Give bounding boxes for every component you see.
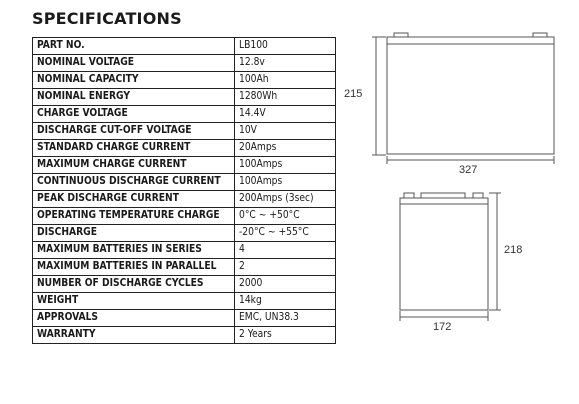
spec-value: 14kg [235,293,336,310]
spec-label: PART NO. [33,38,235,55]
front-height-label: 215 [344,88,363,100]
page-title: SPECIFICATIONS [32,9,182,28]
spec-label: NOMINAL VOLTAGE [33,55,235,72]
battery-front-view [372,33,554,164]
spec-label: PEAK DISCHARGE CURRENT [33,191,235,208]
spec-value: 14.4V [235,106,336,123]
spec-label: MAXIMUM BATTERIES IN PARALLEL [33,259,235,276]
spec-label: STANDARD CHARGE CURRENT [33,140,235,157]
spec-label: DISCHARGE CUT-OFF VOLTAGE [33,123,235,140]
battery-side-view [400,193,501,321]
battery-front-body [387,37,554,154]
spec-value: 100Amps [235,157,336,174]
spec-value: 100Ah [235,72,336,89]
spec-value: 4 [235,242,336,259]
spec-value: 0°C ~ +50°C [235,208,336,225]
spec-label: CONTINUOUS DISCHARGE CURRENT [33,174,235,191]
spec-value: 12.8v [235,55,336,72]
battery-side-terminal-left [404,193,414,198]
spec-value: 2 Years [235,327,336,344]
spec-value: 20Amps [235,140,336,157]
spec-value: 200Amps (3sec) [235,191,336,208]
spec-label: MAXIMUM BATTERIES IN SERIES [33,242,235,259]
spec-value: -20°C ~ +55°C [235,225,336,242]
spec-label: CHARGE VOLTAGE [33,106,235,123]
spec-label: NOMINAL CAPACITY [33,72,235,89]
battery-side-top-handle [421,193,465,198]
spec-label: NUMBER OF DISCHARGE CYCLES [33,276,235,293]
spec-value: EMC, UN38.3 [235,310,336,327]
spec-label: WEIGHT [33,293,235,310]
spec-label: WARRANTY [33,327,235,344]
spec-value: 2 [235,259,336,276]
battery-side-body [400,198,488,310]
battery-front-terminal-right [533,33,547,37]
spec-value: LB100 [235,38,336,55]
spec-value: 10V [235,123,336,140]
side-height-label: 218 [504,244,523,256]
spec-value: 1280Wh [235,89,336,106]
spec-label: MAXIMUM CHARGE CURRENT [33,157,235,174]
spec-label: DISCHARGE [33,225,235,242]
spec-label: APPROVALS [33,310,235,327]
spec-label: OPERATING TEMPERATURE CHARGE [33,208,235,225]
side-width-label: 172 [433,321,452,333]
battery-side-terminal-right [473,193,483,198]
battery-front-terminal-left [394,33,408,37]
spec-value: 2000 [235,276,336,293]
front-width-label: 327 [459,164,478,176]
spec-label: NOMINAL ENERGY [33,89,235,106]
spec-value: 100Amps [235,174,336,191]
